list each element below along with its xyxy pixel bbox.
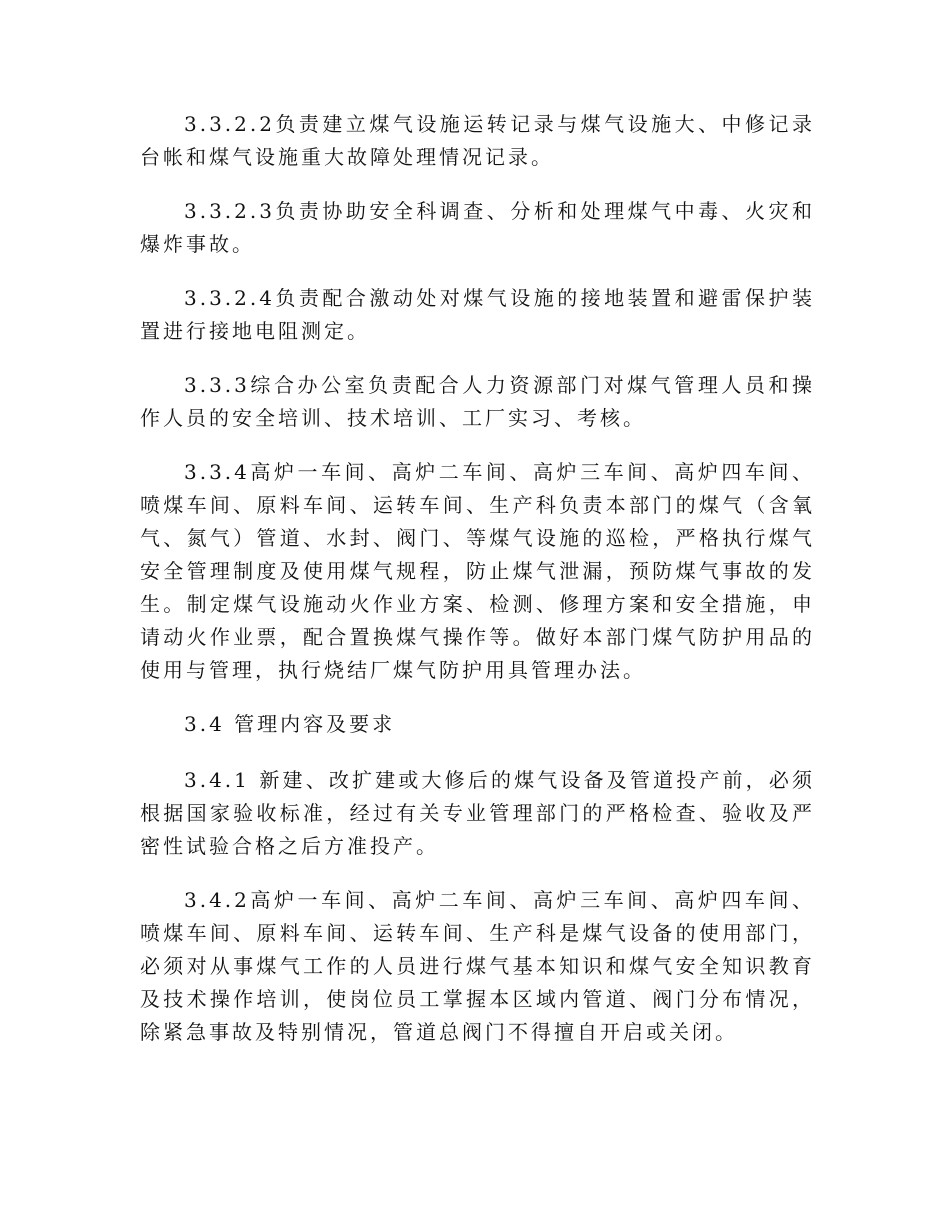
paragraph-3-3-3: 3.3.3综合办公室负责配合人力资源部门对煤气管理人员和操作人员的安全培训、技术培训、工厂实习、考核。: [140, 373, 815, 430]
paragraph-3-3-2-3: 3.3.2.3负责协助安全科调查、分析和处理煤气中毒、火灾和爆炸事故。: [140, 199, 815, 256]
paragraph-3-3-2-2: 3.3.2.2负责建立煤气设施运转记录与煤气设施大、中修记录台帐和煤气设施重大故障处理情况记录。: [140, 112, 815, 169]
paragraph-3-4-2: 3.4.2高炉一车间、高炉二车间、高炉三车间、高炉四车间、喷煤车间、原料车间、运转车间、生产科是煤气设备的使用部门，必须对从事煤气工作的人员进行煤气基本知识和煤气安全知识教育及技术操作培训，使岗位员工掌握本区域内管道、阀门分布情况，除紧急事故及特别情况，管道总阀门不得擅自开启或关闭。: [140, 888, 815, 1044]
paragraph-3-3-2-4: 3.3.2.4负责配合激动处对煤气设施的接地装置和避雷保护装置进行接地电阻测定。: [140, 286, 815, 343]
document-body: [140, 108, 815, 1070]
paragraph-3-4-1: 3.4.1 新建、改扩建或大修后的煤气设备及管道投产前，必须根据国家验收标准，经过有关专业管理部门的严格检查、验收及严密性试验合格之后方准投产。: [140, 768, 815, 858]
section-heading-3-4: 3.4 管理内容及要求: [184, 712, 396, 736]
paragraph-3-3-4: 3.3.4高炉一车间、高炉二车间、高炉三车间、高炉四车间、喷煤车间、原料车间、运转车间、生产科负责本部门的煤气（含氧气、氮气）管道、水封、阀门、等煤气设施的巡检，严格执行煤气安全管理制度及使用煤气规程，防止煤气泄漏，预防煤气事故的发生。制定煤气设施动火作业方案、检测、修理方案和安全措施，申请动火作业票，配合置换煤气操作等。做好本部门煤气防护用品的使用与管理，执行烧结厂煤气防护用具管理办法。: [140, 460, 815, 682]
